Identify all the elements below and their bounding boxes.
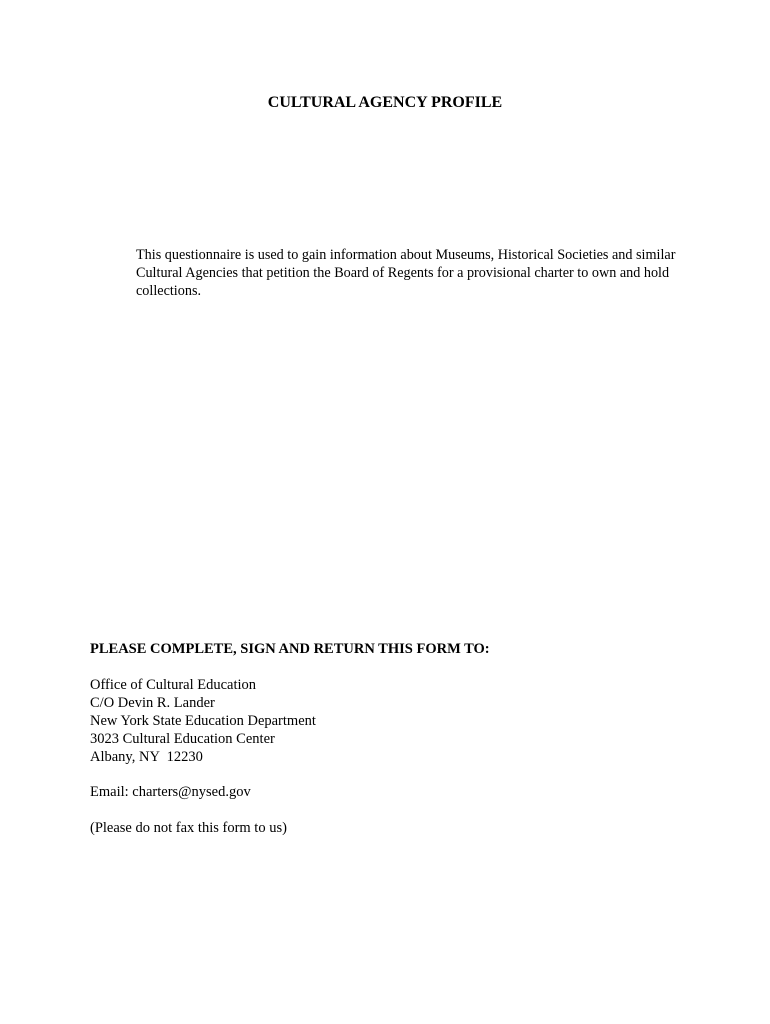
return-instructions-heading: PLEASE COMPLETE, SIGN AND RETURN THIS FORM TO: bbox=[90, 641, 490, 657]
fax-note: (Please do not fax this form to us) bbox=[90, 820, 287, 836]
mailing-address bbox=[90, 677, 316, 767]
address-line-attention: C/O Devin R. Lander bbox=[90, 694, 215, 711]
address-line-department: New York State Education Department bbox=[90, 712, 316, 729]
intro-paragraph: This questionnaire is used to gain information about Museums, Historical Societies and similar Cultural Agencies that petition the Board of Regents for a provisional charter to own and hold collections. bbox=[136, 247, 676, 299]
address-line-city: Albany, NY 12230 bbox=[90, 748, 203, 765]
contact-email: Email: charters@nysed.gov bbox=[90, 784, 251, 800]
address-line-street: 3023 Cultural Education Center bbox=[90, 730, 275, 747]
address-line-office: Office of Cultural Education bbox=[90, 677, 257, 693]
page-title: CULTURAL AGENCY PROFILE bbox=[267, 94, 503, 111]
